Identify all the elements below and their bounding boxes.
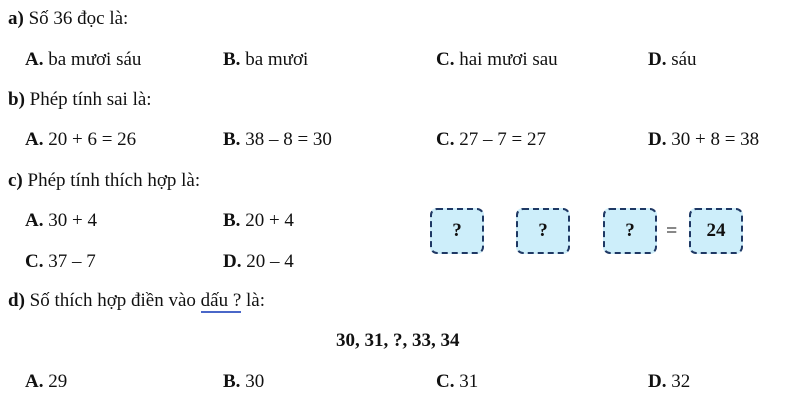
option-text: 38 – 8 = 30	[240, 129, 332, 150]
option-text: 30 + 8 = 38	[666, 129, 760, 150]
blank-box-3[interactable]: ?	[603, 208, 657, 254]
question-c	[8, 170, 200, 192]
option-text: ba mươi sáu	[43, 49, 142, 70]
option-a-D[interactable]	[648, 49, 697, 71]
option-d-A[interactable]	[25, 371, 67, 393]
option-text: ba mươi	[240, 49, 309, 70]
underlined-text: dấu ?	[200, 290, 242, 311]
option-letter: B.	[223, 49, 241, 70]
option-b-C[interactable]	[436, 129, 546, 151]
option-b-A[interactable]	[25, 129, 136, 151]
question-text: Số thích hợp điền vào	[24, 290, 201, 311]
option-text: 32	[666, 371, 691, 392]
option-d-B[interactable]	[223, 371, 264, 393]
option-c-D[interactable]	[223, 251, 294, 273]
option-text: 20 + 6 = 26	[43, 129, 137, 150]
option-c-A[interactable]	[25, 210, 97, 232]
question-label: d)	[8, 290, 25, 311]
blank-box-1[interactable]: ?	[430, 208, 484, 254]
question-d	[8, 290, 265, 312]
option-d-D[interactable]	[648, 371, 690, 393]
question-text: Phép tính thích hợp là:	[22, 170, 201, 191]
question-a	[8, 8, 128, 30]
question-b	[8, 89, 152, 111]
option-letter: C.	[25, 251, 44, 272]
option-c-C[interactable]	[25, 251, 96, 273]
question-text-end: là:	[241, 290, 266, 311]
option-text: 30	[240, 371, 265, 392]
option-text: 31	[454, 371, 479, 392]
question-text: Phép tính sai là:	[24, 89, 152, 110]
option-letter: B.	[223, 129, 241, 150]
option-b-D[interactable]	[648, 129, 759, 151]
option-a-C[interactable]	[436, 49, 558, 71]
result-box: 24	[689, 208, 743, 254]
option-d-C[interactable]	[436, 371, 478, 393]
option-text: sáu	[666, 49, 697, 70]
option-letter: C.	[436, 129, 455, 150]
option-letter: B.	[223, 210, 241, 231]
option-text: 37 – 7	[43, 251, 96, 272]
option-c-B[interactable]	[223, 210, 294, 232]
question-text: Số 36 đọc là:	[23, 8, 129, 29]
question-label: c)	[8, 170, 23, 191]
option-letter: A.	[25, 210, 44, 231]
option-letter: D.	[648, 129, 667, 150]
option-a-A[interactable]	[25, 49, 141, 71]
option-text: 30 + 4	[43, 210, 97, 231]
option-text: 29	[43, 371, 68, 392]
option-text: 20 – 4	[241, 251, 294, 272]
option-letter: D.	[648, 371, 667, 392]
option-letter: A.	[25, 129, 44, 150]
option-letter: B.	[223, 371, 241, 392]
option-letter: D.	[223, 251, 242, 272]
option-b-B[interactable]	[223, 129, 332, 151]
option-letter: C.	[436, 49, 455, 70]
option-letter: D.	[648, 49, 667, 70]
equals-sign: =	[666, 220, 678, 242]
option-text: 27 – 7 = 27	[454, 129, 546, 150]
number-sequence: 30, 31, ?, 33, 34	[336, 330, 460, 351]
option-letter: C.	[436, 371, 455, 392]
blank-box-2[interactable]: ?	[516, 208, 570, 254]
question-label: a)	[8, 8, 24, 29]
option-text: hai mươi sau	[454, 49, 558, 70]
option-letter: A.	[25, 49, 44, 70]
option-a-B[interactable]	[223, 49, 308, 71]
option-text: 20 + 4	[240, 210, 294, 231]
option-letter: A.	[25, 371, 44, 392]
question-label: b)	[8, 89, 25, 110]
